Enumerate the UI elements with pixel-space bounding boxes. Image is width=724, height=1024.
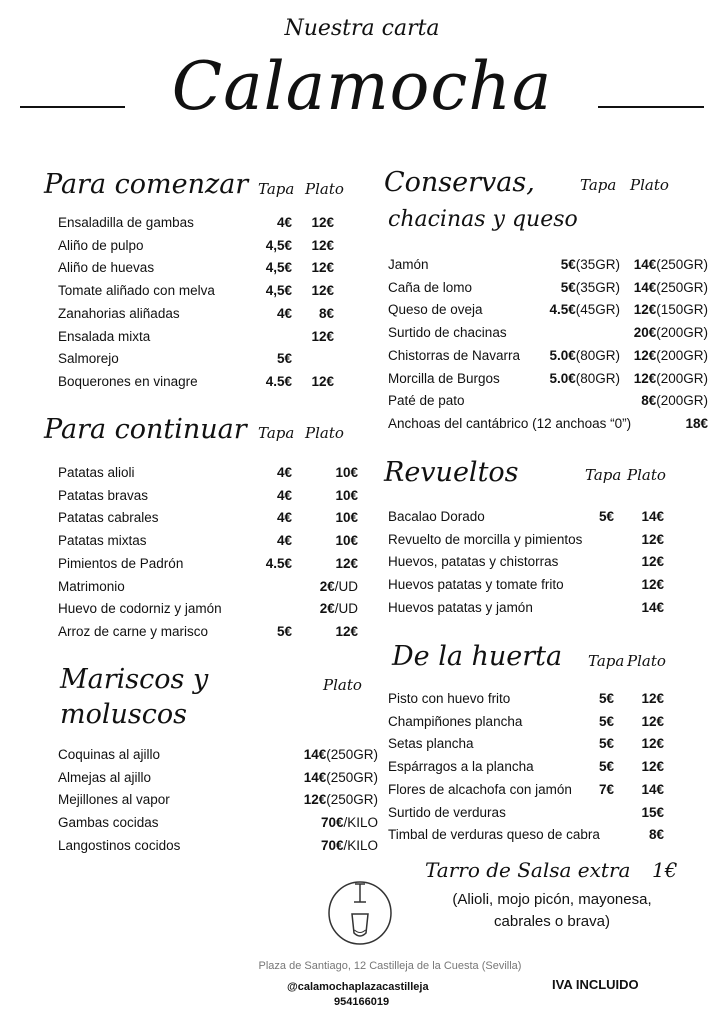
col-header-plato: Plato — [305, 424, 344, 442]
col-header-tapa: Tapa — [580, 176, 617, 194]
item-name: Espárragos a la plancha — [388, 759, 534, 775]
item-tapa-price: 4€ — [276, 487, 292, 503]
item-plato-price: 18€ — [685, 415, 708, 431]
item-plato-price: 14€(250GR) — [633, 257, 708, 272]
col-header-plato: Plato — [323, 676, 362, 694]
item-plato-price: 70€/KILO — [320, 815, 378, 831]
item-plato-price: 12€ — [311, 373, 334, 389]
item-name: Morcilla de Burgos — [388, 370, 500, 386]
item-plato-price: 12€ — [311, 328, 334, 344]
item-tapa-price: 5€ — [598, 759, 614, 775]
menu-item — [388, 277, 708, 299]
item-plato-price: 12€(200GR) — [633, 347, 708, 363]
brand-name: Calamocha — [171, 48, 553, 125]
item-plato-price: 12€ — [311, 260, 334, 276]
item-tapa-price: 5€ — [276, 351, 292, 367]
section-title-revueltos: Revueltos — [384, 457, 519, 488]
menu-item — [58, 576, 358, 598]
item-name: Tomate aliñado con melva — [58, 283, 215, 299]
menu-item — [58, 303, 338, 325]
item-tapa-price: 5.0€(80GR) — [549, 347, 620, 363]
salsa-description-1: (Alioli, mojo picón, mayonesa, — [452, 891, 652, 908]
item-name: Jamón — [388, 257, 429, 272]
item-plato-price: 12€ — [641, 554, 664, 570]
menu-item — [388, 802, 664, 824]
item-name: Revuelto de morcilla y pimientos — [388, 531, 583, 547]
item-name: Mejillones al vapor — [58, 792, 170, 808]
menu-item — [388, 299, 708, 321]
col-header-plato: Plato — [305, 180, 344, 198]
item-plato-price: 12€ — [311, 237, 334, 253]
iva-note: IVA INCLUIDO — [552, 977, 639, 992]
item-plato-price: 14€(250GR) — [303, 769, 378, 785]
item-plato-price: 10€ — [335, 487, 358, 503]
col-header-tapa: Tapa — [258, 180, 295, 198]
section-title-mariscos-1: Mariscos y — [60, 664, 209, 695]
menu-item — [388, 413, 708, 435]
menu-item — [388, 597, 664, 619]
menu-item — [388, 733, 664, 755]
header-rule-left — [20, 106, 125, 108]
menu-item — [58, 744, 378, 766]
menu-item — [388, 506, 664, 528]
item-tapa-price: 4,5€ — [265, 283, 292, 299]
item-plato-price: 20€(200GR) — [633, 325, 708, 341]
item-tapa-price: 4€ — [276, 533, 292, 549]
item-tapa-price: 4.5€ — [265, 555, 292, 571]
item-name: Huevo de codorniz y jamón — [58, 601, 222, 617]
item-plato-price: 12€(150GR) — [633, 302, 708, 318]
item-tapa-price: 4€ — [276, 305, 292, 321]
menu-item — [58, 530, 358, 552]
item-name: Patatas alioli — [58, 465, 135, 480]
item-tapa-price: 5€ — [598, 509, 614, 524]
item-plato-price: 14€(250GR) — [303, 747, 378, 762]
item-plato-price: 10€ — [335, 465, 358, 480]
item-name: Patatas mixtas — [58, 533, 147, 549]
item-tapa-price: 4€ — [276, 510, 292, 526]
item-plato-price: 12€ — [641, 759, 664, 775]
item-plato-price: 12€(200GR) — [633, 370, 708, 386]
item-name: Setas plancha — [388, 736, 474, 752]
item-name: Caña de lomo — [388, 279, 473, 295]
item-tapa-price: 5€(35GR) — [560, 279, 620, 295]
menu-item — [388, 574, 664, 596]
item-name: Ensaladilla de gambas — [58, 215, 194, 230]
menu-item — [58, 485, 358, 507]
col-header-tapa: Tapa — [588, 652, 625, 670]
item-name: Patatas bravas — [58, 487, 149, 503]
item-name: Paté de pato — [388, 393, 465, 409]
item-plato-price: 12€ — [335, 555, 358, 571]
item-name: Gambas cocidas — [58, 815, 159, 831]
item-tapa-price: 7€ — [598, 781, 614, 797]
menu-item — [58, 507, 358, 529]
item-plato-price: 12€(250GR) — [303, 792, 378, 808]
item-tapa-price: 5€ — [598, 713, 614, 729]
menu-item — [388, 779, 664, 801]
item-plato-price: 2€/UD — [319, 601, 358, 617]
col-header-plato: Plato — [627, 466, 666, 484]
item-tapa-price: 5€ — [598, 736, 614, 752]
menu-item — [58, 812, 378, 834]
menu-item — [58, 789, 378, 811]
instagram-handle[interactable]: @calamochaplazacastilleja — [287, 981, 429, 993]
menu-item — [388, 824, 664, 846]
item-plato-price: 12€ — [311, 283, 334, 299]
salsa-description-2: cabrales o brava) — [494, 913, 610, 930]
item-name: Surtido de chacinas — [388, 325, 507, 341]
item-name: Timbal de verduras queso de cabra — [388, 827, 600, 843]
menu-item — [388, 529, 664, 551]
menu-item — [58, 621, 358, 643]
item-name: Matrimonio — [58, 578, 125, 594]
menu-item — [58, 280, 338, 302]
item-plato-price: 12€ — [641, 713, 664, 729]
menu-item — [58, 212, 338, 234]
item-name: Ensalada mixta — [58, 328, 151, 344]
menu-item — [58, 598, 358, 620]
item-plato-price: 14€ — [641, 781, 664, 797]
wine-glass-logo-icon — [325, 878, 395, 948]
item-name: Bacalao Dorado — [388, 509, 485, 524]
item-tapa-price: 4€ — [276, 215, 292, 230]
menu-item — [58, 371, 338, 393]
item-plato-price: 12€ — [641, 736, 664, 752]
menu-subtitle: Nuestra carta — [284, 16, 440, 41]
item-name: Champiñones plancha — [388, 713, 523, 729]
item-tapa-price: 5€(35GR) — [560, 257, 620, 272]
item-plato-price: 70€/KILO — [320, 837, 378, 853]
item-name: Anchoas del cantábrico (12 anchoas “0”) — [388, 415, 632, 431]
salsa-price: 1€ — [652, 858, 678, 882]
item-plato-price: 8€ — [648, 827, 664, 843]
item-tapa-price: 5€ — [276, 623, 292, 639]
item-plato-price: 12€ — [335, 623, 358, 639]
item-name: Boquerones en vinagre — [58, 373, 198, 389]
item-name: Aliño de pulpo — [58, 237, 144, 253]
item-tapa-price: 5.0€(80GR) — [549, 370, 620, 386]
item-plato-price: 8€(200GR) — [641, 393, 708, 409]
section-title-conservas-1: Conservas, — [384, 167, 535, 198]
menu-item — [58, 235, 338, 257]
item-name: Salmorejo — [58, 351, 119, 367]
item-plato-price: 12€ — [641, 531, 664, 547]
menu-item — [58, 257, 338, 279]
menu-item — [58, 348, 338, 370]
menu-item — [388, 756, 664, 778]
item-plato-price: 15€ — [641, 804, 664, 820]
item-plato-price: 10€ — [335, 533, 358, 549]
menu-item — [58, 767, 378, 789]
item-name: Arroz de carne y marisco — [58, 623, 209, 639]
section-title-continuar: Para continuar — [44, 414, 247, 445]
item-tapa-price: 4€ — [276, 465, 292, 480]
address: Plaza de Santiago, 12 Castilleja de la Cuesta (Sevilla) — [258, 960, 522, 972]
item-plato-price: 14€(250GR) — [633, 279, 708, 295]
item-name: Coquinas al ajillo — [58, 747, 161, 762]
item-name: Almejas al ajillo — [58, 769, 152, 785]
item-plato-price: 14€ — [641, 509, 664, 524]
item-name: Queso de oveja — [388, 302, 483, 318]
menu-item — [388, 688, 664, 710]
menu-item — [388, 345, 708, 367]
item-plato-price: 14€ — [641, 599, 664, 615]
item-name: Aliño de huevas — [58, 260, 155, 276]
section-title-mariscos-2: moluscos — [60, 699, 187, 730]
item-name: Chistorras de Navarra — [388, 347, 521, 363]
item-name: Pisto con huevo frito — [388, 691, 511, 706]
menu-item — [388, 551, 664, 573]
item-name: Pimientos de Padrón — [58, 555, 184, 571]
menu-item — [58, 326, 338, 348]
item-tapa-price: 4.5€ — [265, 373, 292, 389]
menu-item — [388, 254, 708, 276]
menu-item — [58, 835, 378, 857]
menu-item — [58, 553, 358, 575]
item-name: Langostinos cocidos — [58, 837, 181, 853]
item-name: Patatas cabrales — [58, 510, 159, 526]
item-tapa-price: 4,5€ — [265, 237, 292, 253]
menu-item — [388, 390, 708, 412]
col-header-plato: Plato — [627, 652, 666, 670]
item-plato-price: 12€ — [641, 577, 664, 593]
item-name: Flores de alcachofa con jamón — [388, 781, 572, 797]
section-title-huerta: De la huerta — [392, 641, 563, 672]
item-tapa-price: 5€ — [598, 691, 614, 706]
item-tapa-price: 4.5€(45GR) — [549, 302, 620, 318]
item-plato-price: 10€ — [335, 510, 358, 526]
item-name: Zanahorias aliñadas — [58, 305, 180, 321]
section-title-conservas-2: chacinas y queso — [388, 207, 578, 232]
menu-item — [388, 322, 708, 344]
header-rule-right — [598, 106, 704, 108]
item-plato-price: 2€/UD — [319, 578, 358, 594]
item-name: Huevos patatas y tomate frito — [388, 577, 564, 593]
item-plato-price: 8€ — [318, 305, 334, 321]
salsa-title: Tarro de Salsa extra — [425, 858, 631, 882]
col-header-tapa: Tapa — [258, 424, 295, 442]
item-name: Huevos patatas y jamón — [388, 599, 533, 615]
menu-item — [388, 368, 708, 390]
menu-item — [388, 711, 664, 733]
section-title-comenzar: Para comenzar — [44, 169, 249, 200]
item-plato-price: 12€ — [311, 215, 334, 230]
item-tapa-price: 4,5€ — [265, 260, 292, 276]
phone-number[interactable]: 954166019 — [334, 996, 390, 1008]
col-header-tapa: Tapa — [585, 466, 622, 484]
menu-item — [58, 462, 358, 484]
col-header-plato: Plato — [630, 176, 669, 194]
item-plato-price: 12€ — [641, 691, 664, 706]
item-name: Huevos, patatas y chistorras — [388, 554, 559, 570]
item-name: Surtido de verduras — [388, 804, 506, 820]
